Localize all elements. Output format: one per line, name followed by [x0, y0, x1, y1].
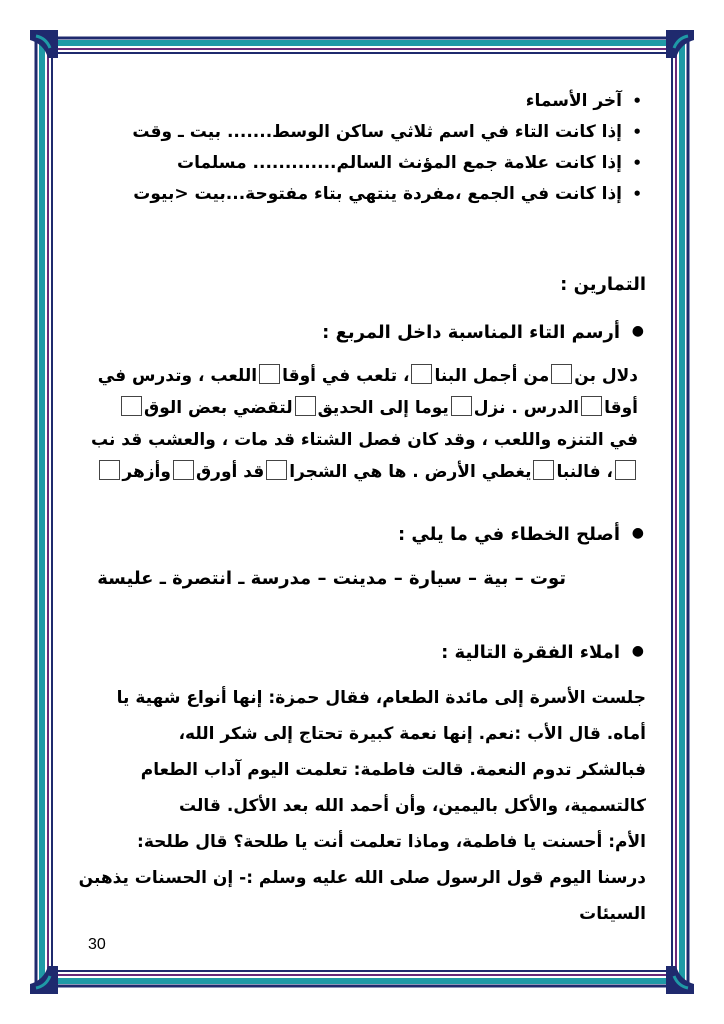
- rule-item: • آخر الأسماء: [74, 86, 646, 117]
- answer-box[interactable]: [121, 396, 142, 416]
- text-segment: ، فالنبا: [556, 462, 613, 482]
- answer-box[interactable]: [411, 364, 432, 384]
- exercises-title: التمارين :: [560, 274, 646, 295]
- task1-line-3: في التنزه واللعب ، وقد كان فصل الشتاء قد مات ، والعشب قد نب: [90, 430, 638, 450]
- answer-box[interactable]: [99, 460, 120, 480]
- rule-item: • إذا كانت التاء في اسم ثلاثي ساكن الوسط....... بيت ـ وقت: [74, 117, 646, 148]
- task1-line-4: [74, 456, 638, 488]
- task1-paragraph: [74, 360, 638, 488]
- dictation-line: فبالشكر تدوم النعمة. قالت فاطمة: تعلمت اليوم آداب الطعام: [140, 760, 646, 780]
- text-segment: ، تلعب في أوقا: [282, 366, 410, 386]
- worksheet-content: [74, 86, 646, 924]
- task3-title: ● املاء الفقرة التالية :: [441, 642, 646, 663]
- task2-words: توت – بية – سيارة – مدينت – مدرسة ـ انتصرة ـ عليسة: [97, 568, 566, 589]
- text-segment: وأزهر: [122, 462, 171, 482]
- dictation-line: جلست الأسرة إلى مائدة الطعام، فقال حمزة: إنها أنواع شهية يا: [116, 688, 646, 708]
- text-segment: اللعب ، وتدرس في: [97, 366, 258, 386]
- rules-list: [74, 86, 646, 210]
- answer-box[interactable]: [451, 396, 472, 416]
- answer-box[interactable]: [615, 460, 636, 480]
- answer-box[interactable]: [173, 460, 194, 480]
- task2-title: ● أصلح الخطاء في ما يلي :: [398, 524, 646, 545]
- answer-box[interactable]: [266, 460, 287, 480]
- answer-box[interactable]: [551, 364, 572, 384]
- dictation-line: درسنا اليوم قول الرسول صلى الله عليه وسلم :- إن الحسنات يذهبن: [78, 868, 646, 888]
- text-segment: قد أورق: [195, 462, 265, 482]
- text-segment: يغطي الأرض . ها هي الشجرا: [289, 462, 532, 482]
- text-segment: من أجمل البنا: [434, 366, 550, 386]
- answer-box[interactable]: [295, 396, 316, 416]
- rule-item: • إذا كانت علامة جمع المؤنث السالم............. مسلمات: [74, 148, 646, 179]
- dictation-line: السيئات: [579, 904, 646, 924]
- task3-paragraph: [74, 680, 646, 932]
- rule-item: • إذا كانت في الجمع ،مفردة ينتهي بتاء مفتوحة...بيت <بيوت: [74, 179, 646, 210]
- task1-line-2: [74, 392, 638, 424]
- answer-box[interactable]: [259, 364, 280, 384]
- dictation-line: الأم: أحسنت يا فاطمة، وماذا تعلمت أنت يا طلحة؟ قال طلحة:: [137, 832, 646, 852]
- text-segment: دلال بن: [574, 366, 638, 386]
- task1-line-1: [74, 360, 638, 392]
- answer-box[interactable]: [581, 396, 602, 416]
- text-segment: يوما إلى الحديق: [317, 398, 449, 418]
- text-segment: الدرس . نزل: [473, 398, 580, 418]
- text-segment: لتقضي بعض الوق: [144, 398, 293, 418]
- dictation-line: كالتسمية، والأكل باليمين، وأن أحمد الله بعد الأكل. قالت: [179, 796, 646, 816]
- task1-title: ● أرسم التاء المناسبة داخل المربع :: [322, 322, 646, 343]
- answer-box[interactable]: [533, 460, 554, 480]
- page-number: 30: [88, 936, 106, 953]
- text-segment: أوقا: [604, 398, 638, 418]
- dictation-line: أماه. قال الأب :نعم. إنها نعمة كبيرة تحتاج إلى شكر الله،: [178, 724, 646, 744]
